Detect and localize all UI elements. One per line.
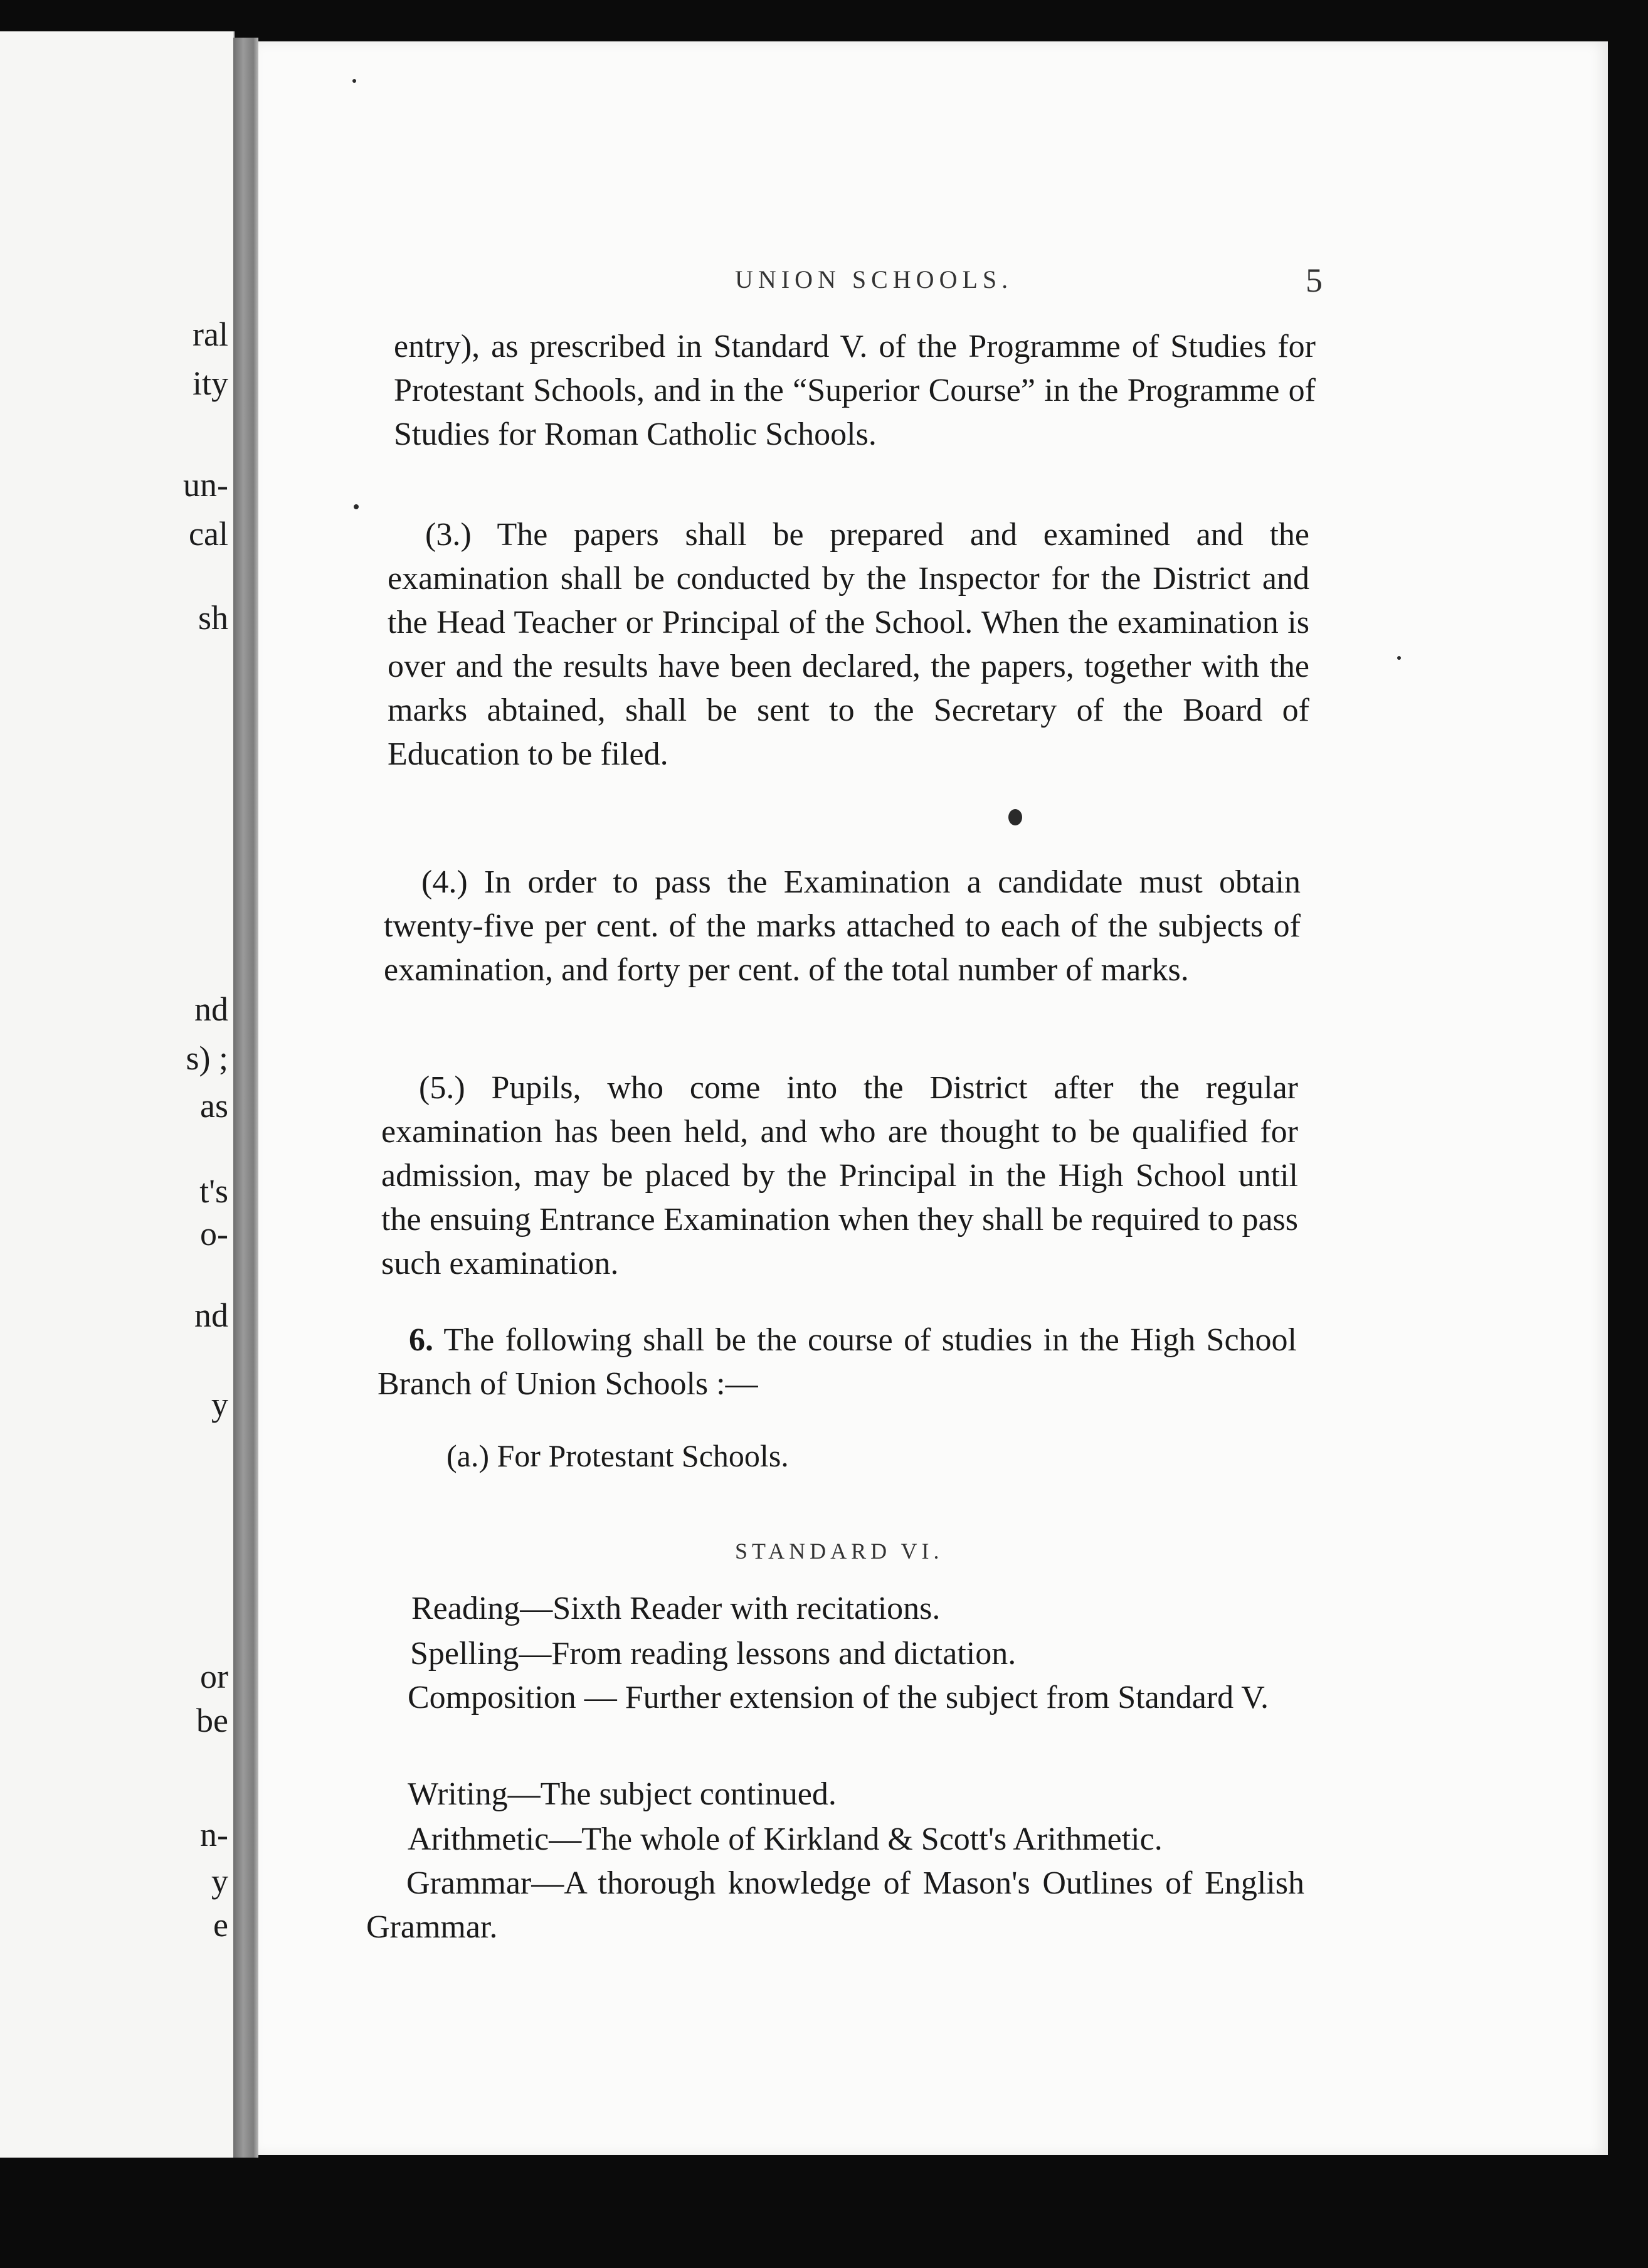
subsection-a: (a.) For Protestant Schools. (446, 1438, 789, 1473)
left-page-fragment: nd (194, 990, 228, 1028)
paragraph-3: (3.) The papers shall be prepared and examined and the examination shall be conducted by the Inspector for the District and the Head Teacher or Principal of the School. When the examination is over and the results have been declared, the papers, together with the marks abtained, shall be sent to the Secretary of the Board of Education to be filed. (388, 517, 1309, 772)
paragraph-continuation: entry), as prescribed in Standard V. of the Programme of Studies for Protestant Schools, and in the “Superior Course” in the Programme of Studies for Roman Catholic Schools. (394, 329, 1316, 452)
standard-title: STANDARD VI. (735, 1539, 944, 1564)
paragraph-5: (5.) Pupils, who come into the District after the regular examination has been held, and who are thought to be qualified for admission, may be placed by the Principal in the High School until the ensuing Entrance Examination when they shall be required to pass such examination. (381, 1070, 1298, 1281)
right-page (258, 41, 1608, 2155)
ink-speck (352, 79, 356, 83)
left-page-fragment: y (211, 1862, 228, 1900)
left-page-fragment: as (200, 1087, 228, 1125)
left-page-fragment: t's (199, 1172, 228, 1210)
section-6 (378, 1318, 1297, 1406)
book-gutter (233, 38, 258, 2158)
ink-blot (1008, 809, 1022, 825)
left-page-fragment: ral (193, 315, 228, 353)
left-page-fragment: or (200, 1658, 228, 1695)
section-6-text: The following shall be the course of studies in the High School Branch of Union Schools :— (378, 1322, 1297, 1402)
section-number: 6. (409, 1322, 433, 1358)
left-page-fragment: un- (183, 466, 228, 504)
scan-background (0, 2158, 1648, 2268)
running-head: UNION SCHOOLS. (735, 265, 1013, 294)
left-page-fragment: sh (198, 599, 228, 637)
subject-composition: Composition — Further extension of the subject from Standard V. (408, 1680, 1269, 1715)
left-page-fragment: cal (189, 515, 228, 553)
left-page-fragment: o- (200, 1215, 228, 1253)
left-facing-page (0, 31, 235, 2158)
ink-speck (1397, 656, 1401, 660)
left-page-fragment: ity (192, 364, 228, 402)
left-page-fragment: nd (194, 1296, 228, 1334)
left-page-fragment: be (196, 1702, 228, 1739)
left-page-fragment: e (213, 1906, 228, 1944)
left-page-fragment: y (211, 1386, 228, 1423)
left-page-fragment: s) ; (186, 1039, 228, 1077)
subject-writing: Writing—The subject continued. (408, 1776, 837, 1812)
subject-reading: Reading—Sixth Reader with recitations. (411, 1591, 941, 1626)
subject-arithmetic: Arithmetic—The whole of Kirkland & Scott's Arithmetic. (408, 1821, 1163, 1857)
ink-speck (354, 504, 359, 509)
left-page-fragment: n- (200, 1816, 228, 1853)
subject-spelling: Spelling—From reading lessons and dictation. (410, 1636, 1017, 1672)
subject-grammar: Grammar—A thorough knowledge of Mason's Outlines of English Grammar. (366, 1865, 1304, 1945)
paragraph-4: (4.) In order to pass the Examination a candidate must obtain twenty-five per cent. of the marks attached to each of the subjects of examination, and forty per cent. of the total number of marks. (384, 864, 1301, 988)
page-number: 5 (1306, 262, 1323, 299)
